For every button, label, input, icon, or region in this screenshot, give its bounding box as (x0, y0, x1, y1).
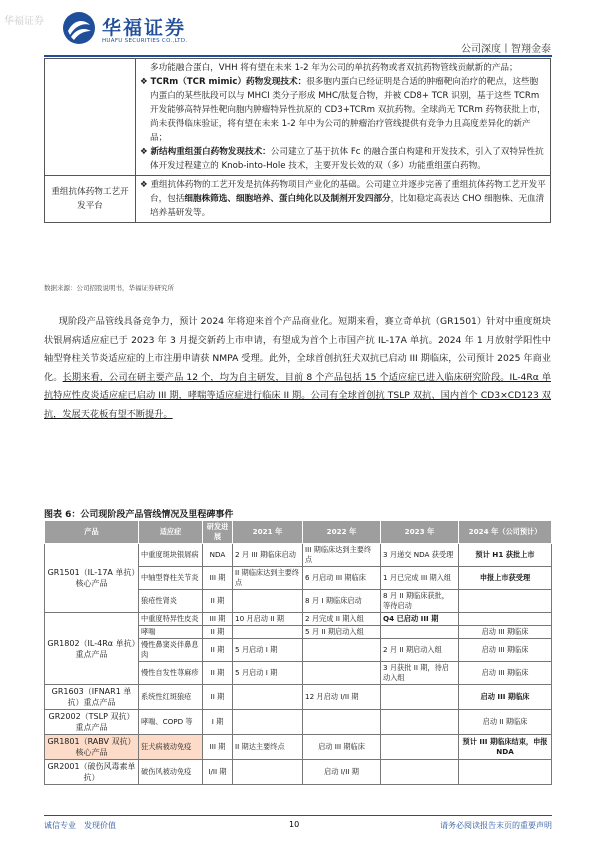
source-note: 数据来源：公司招股说明书，华福证券研究所 (44, 284, 174, 292)
milestone-2021: II 期达主要终点 (233, 735, 303, 760)
milestone-2024: 申报上市获受理 (459, 567, 552, 590)
milestone-2023: 2 月 II 期启动入组 (381, 639, 459, 662)
milestone-2021: 5 月启动 I 期 (233, 662, 303, 685)
milestone-2024: 预计 H1 获批上市 (459, 544, 552, 567)
product-name: GR1801（RABV 双抗）核心产品 (45, 735, 139, 760)
milestone-2024: 启动 III 期临床 (459, 685, 552, 710)
milestone-2021 (233, 760, 303, 785)
milestone-2022 (303, 710, 381, 735)
col-header: 2021 年 (233, 521, 303, 544)
indication: 狼疮性肾炎 (139, 590, 203, 613)
indication: 破伤风被动免疫 (139, 760, 203, 785)
product-name: GR2001（破伤风毒素单抗） (45, 760, 139, 785)
milestone-2021 (233, 590, 303, 613)
status: II 期 (203, 639, 233, 662)
logo-text-en: HUAFU SECURITIES CO.,LTD. (102, 38, 188, 44)
indication: 慢性鼻窦炎伴鼻息肉 (139, 639, 203, 662)
platform-table (44, 58, 551, 223)
body-paragraph: 现阶段产品管线具备竞争力，预计 2024 年将迎来首个产品商业化。短期来看，赛立奇单抗（GR1501）针对中重度斑块状银屑病适应症已于 2023 年 3 月提交新药上市申请，有望成为首个上市国产抗 IL-17A 单抗。2024 年 1 月放射学阳性中轴型脊柱关节炎适应症的上市注册申请获 NMPA 受理。此外，全球首创抗狂犬双抗已启动 III 期临床，公司预计 2025 年商业化。长期来看，公司在研主要产品 12 个，均为自主研发，目前 8 个产品包括 15 个适应症已进入临床研究阶段。IL-4Rα 单抗特应性皮炎适应症已启动 III 期，哮喘等适应症进行临床 II 期。公司有全球首创抗 TSLP 双抗、国内首个 CD3×CD123 双抗，发展天花板有望不断提升。 (44, 316, 552, 420)
milestone-2023 (381, 735, 459, 760)
process-platform-label: 重组抗体药物工艺开发平台 (45, 176, 136, 223)
status: II 期 (203, 685, 233, 710)
indication: 狂犬病被动免疫 (139, 735, 203, 760)
product-name: GR2002（TSLP 双抗）重点产品 (45, 710, 139, 735)
footer-slogan: 诚信专业 发现价值 (44, 821, 116, 830)
logo-text-cn: 华福证券 (102, 17, 187, 39)
table-row (45, 760, 552, 785)
fusion-protein-bullet: ❖ 新结构重组蛋白药物发现技术：公司建立了基于抗体 Fc 的融合蛋白构建和开发技术，引入了双特异性抗体开发过程建立的 Knob-into-Hole 技术，主要开发长效的双（多）功能重组蛋白药物。 (140, 147, 544, 171)
milestone-2023 (381, 710, 459, 735)
vhh-text: 多功能融合蛋白，VHH 将有望在未来 1-2 年为公司的单抗药物或者双抗药物管线贡献新的产品； (150, 63, 518, 73)
page-number: 10 (289, 820, 300, 829)
logo-emblem-icon (62, 11, 96, 45)
table-row (45, 613, 552, 626)
milestone-2024: 预计 III 期临床结束，申报 NDA (459, 735, 552, 760)
footer-disclaimer: 请务必阅读报告末页的重要声明 (440, 821, 552, 830)
milestone-2023: 8 月 II 期临床获批，等待启动 (381, 590, 459, 613)
milestone-2024 (459, 613, 552, 626)
milestone-2023 (381, 685, 459, 710)
table-row (45, 685, 552, 710)
milestone-2022 (303, 639, 381, 662)
milestone-2021: 10 月启动 II 期 (233, 613, 303, 626)
table-row (45, 544, 552, 567)
milestone-2021: 2 月 III 期临床启动 (233, 544, 303, 567)
status: III 期 (203, 567, 233, 590)
tcrm-bullet: ❖ TCRm（TCR mimic）药物发现技术：很多胞内蛋白已经证明是合适的肿瘤靶向治疗的靶点，这些胞内蛋白的某些肽段可以与 MHCI 类分子形成 MHC/肽复合物，并被 CD8+ TCR 识别，基于这些 TCRm 开发能够高特异性靶向胞内肿瘤特异性抗原的 CD3+TCRm 双抗药物。全球尚无 TCRm 药物获批上市，尚未获得临床验证，将有望在未来 1-2 年中为公司的肿瘤治疗管线提供有竞争力且高度差异化的新产品； (140, 77, 546, 143)
milestone-2022: III 期临床达到主要终点 (303, 544, 381, 567)
milestone-2024: 启动 III 期临床 (459, 662, 552, 685)
milestone-2024 (459, 590, 552, 613)
indication: 中重度斑块银屑病 (139, 544, 203, 567)
footer-divider (44, 815, 552, 816)
milestone-2021 (233, 626, 303, 639)
milestone-2022: 12 月启动 I/II 期 (303, 685, 381, 710)
table-row (45, 710, 552, 735)
milestone-2022 (303, 662, 381, 685)
col-header: 2022 年 (303, 521, 381, 544)
watermark: 华福证券 (4, 16, 44, 27)
product-name: GR1802（IL-4Rα 单抗）重点产品 (45, 613, 139, 685)
header-divider (44, 55, 552, 57)
col-header: 研发进展 (203, 521, 233, 544)
col-header: 适应症 (139, 521, 203, 544)
platform-label-empty (45, 59, 136, 176)
indication: 哮喘、COPD 等 (139, 710, 203, 735)
product-name: GR1603（IFNAR1 单抗）重点产品 (45, 685, 139, 710)
status: III 期 (203, 613, 233, 626)
product-name: GR1501（IL-17A 单抗）核心产品 (45, 544, 139, 613)
pipeline-header-row (45, 521, 552, 544)
status: I/II 期 (203, 760, 233, 785)
pipeline-table (44, 520, 552, 785)
milestone-2023: 3 月获批 II 期，待启动入组 (381, 662, 459, 685)
company-logo (62, 11, 242, 47)
milestone-2022: 8 月 I 期临床启动 (303, 590, 381, 613)
milestone-2021: II 期临床达到主要终点 (233, 567, 303, 590)
milestone-2023 (381, 626, 459, 639)
report-header-title: 公司深度丨智翔金泰 (461, 44, 551, 55)
col-header: 2024 年（公司预计） (459, 521, 552, 544)
table-row (45, 735, 552, 760)
milestone-2024: 启动 II 期临床 (459, 710, 552, 735)
status: II 期 (203, 662, 233, 685)
indication: 哮喘 (139, 626, 203, 639)
milestone-2023: Q4 已启动 III 期 (381, 613, 459, 626)
milestone-2024: 启动 III 期临床 (459, 639, 552, 662)
status: II 期 (203, 626, 233, 639)
milestone-2023: 3 月递交 NDA 获受理 (381, 544, 459, 567)
table-caption: 图表 6：公司现阶段产品管线情况及里程碑事件 (44, 510, 234, 520)
indication: 中轴型脊柱关节炎 (139, 567, 203, 590)
milestone-2023: 1 月已完成 III 期入组 (381, 567, 459, 590)
status: I 期 (203, 710, 233, 735)
milestone-2024: 启动 III 期临床 (459, 626, 552, 639)
milestone-2022: 启动 I/II 期 (303, 760, 381, 785)
indication: 慢性自发性荨麻疹 (139, 662, 203, 685)
status: NDA (203, 544, 233, 567)
col-header: 2023 年 (381, 521, 459, 544)
milestone-2022: 启动 III 期临床 (303, 735, 381, 760)
milestone-2022: 5 月 II 期启动入组 (303, 626, 381, 639)
col-header: 产品 (45, 521, 139, 544)
milestone-2022: 2 月完成 II 期入组 (303, 613, 381, 626)
milestone-2021 (233, 685, 303, 710)
milestone-2023 (381, 760, 459, 785)
milestone-2024 (459, 760, 552, 785)
indication: 中重度特异性皮炎 (139, 613, 203, 626)
milestone-2021: 5 月启动 I 期 (233, 639, 303, 662)
milestone-2022: 6 月启动 III 期临床 (303, 567, 381, 590)
status: III 期 (203, 735, 233, 760)
process-platform-description: ❖ 重组抗体药物的工艺开发是抗体药物项目产业化的基础。公司建立并逐步完善了重组抗体药物工艺开发平台，包括细胞株筛选、细胞培养、蛋白纯化以及制剂开发四部分，比如稳定高表达 CHO 细胞株、无血清培养基研发等。 (136, 176, 551, 223)
platform-description (136, 59, 551, 176)
status: II 期 (203, 590, 233, 613)
milestone-2021 (233, 710, 303, 735)
indication: 系统性红斑狼疮 (139, 685, 203, 710)
